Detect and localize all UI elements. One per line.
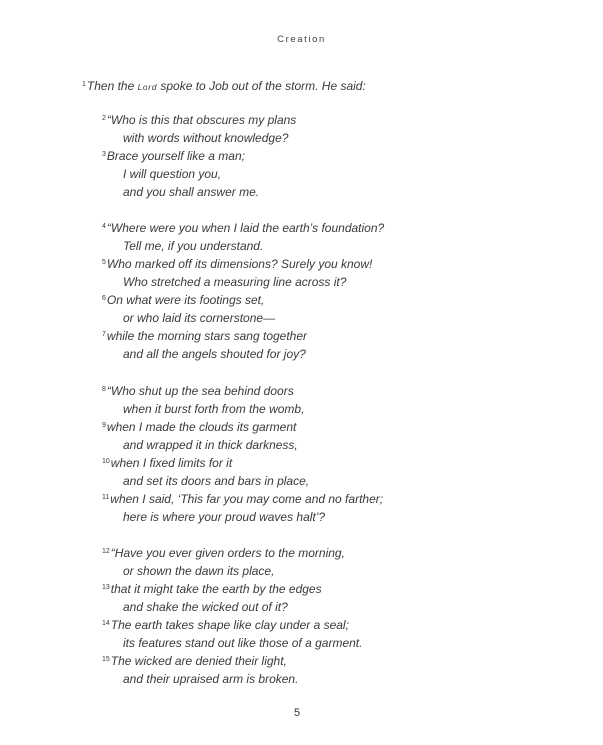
intro-text-after: spoke to Job out of the storm. He said: — [157, 79, 366, 93]
page-number: 5 — [293, 707, 301, 719]
verse-text: while the morning stars sang together — [106, 329, 308, 343]
verse-line — [102, 598, 362, 616]
verse-text: Who marked off its dimensions? Surely you know! — [106, 257, 373, 271]
verse-number: 2 — [102, 115, 106, 122]
verse-text: “Who shut up the sea behind doors — [106, 384, 294, 398]
verse-number: 12 — [102, 548, 110, 555]
verse-number: 10 — [102, 458, 110, 465]
verse-text: and shake the wicked out of it? — [123, 600, 288, 614]
verse-text: The earth takes shape like clay under a seal; — [110, 618, 349, 632]
stanza-2 — [102, 219, 384, 363]
stanza-1 — [102, 111, 296, 201]
verse-text: when it burst forth from the womb, — [123, 402, 305, 416]
verse-line — [102, 454, 383, 472]
verse-text: Who stretched a measuring line across it? — [123, 275, 347, 289]
verse-number: 13 — [102, 584, 110, 591]
verse-text: Tell me, if you understand. — [123, 239, 264, 253]
verse-line — [102, 508, 383, 526]
verse-line — [102, 562, 362, 580]
lord-small-caps: Lord — [137, 82, 158, 92]
verse-text: “Who is this that obscures my plans — [106, 113, 297, 127]
running-head: Creation — [277, 34, 326, 45]
verse-line — [102, 616, 362, 634]
verse-line — [102, 309, 384, 327]
verse-text: here is where your proud waves halt’? — [123, 510, 326, 524]
verse-text: and set its doors and bars in place, — [123, 474, 310, 488]
verse-line — [102, 327, 384, 345]
verse-number: 3 — [102, 151, 106, 158]
verse-line — [102, 382, 383, 400]
verse-text: and their upraised arm is broken. — [123, 672, 299, 686]
verse-number: 6 — [102, 295, 106, 302]
verse-line — [102, 165, 296, 183]
verse-number: 9 — [102, 422, 106, 429]
verse-text: and all the angels shouted for joy? — [123, 347, 306, 361]
stanza-3 — [102, 382, 383, 526]
verse-text: “Where were you when I laid the earth’s foundation? — [106, 221, 385, 235]
verse-number: 1 — [82, 81, 86, 88]
verse-line — [102, 670, 362, 688]
verse-line — [102, 472, 383, 490]
verse-text: when I fixed limits for it — [110, 456, 233, 470]
verse-line — [102, 634, 362, 652]
verse-text: when I said, ‘This far you may come and no farther; — [110, 492, 384, 506]
verse-text: and you shall answer me. — [123, 185, 260, 199]
verse-line — [102, 237, 384, 255]
verse-text: or who laid its cornerstone— — [123, 311, 276, 325]
verse-line — [102, 147, 296, 165]
verse-line — [102, 291, 384, 309]
verse-line — [102, 273, 384, 291]
verse-number: 4 — [102, 223, 106, 230]
verse-text: I will question you, — [123, 167, 222, 181]
verse-line — [102, 418, 383, 436]
verse-line — [102, 436, 383, 454]
verse-text: with words without knowledge? — [123, 131, 289, 145]
verse-text: The wicked are denied their light, — [110, 654, 287, 668]
verse-number: 14 — [102, 620, 110, 627]
stanza-4 — [102, 544, 362, 688]
verse-text: that it might take the earth by the edges — [110, 582, 322, 596]
verse-number: 5 — [102, 259, 106, 266]
verse-line — [102, 400, 383, 418]
verse-line — [102, 183, 296, 201]
verse-line — [102, 255, 384, 273]
verse-line — [102, 580, 362, 598]
verse-line — [102, 129, 296, 147]
intro-text-before: Then the — [86, 79, 138, 93]
verse-text: its features stand out like those of a garment. — [123, 636, 363, 650]
verse-line — [102, 490, 383, 508]
verse-line — [102, 219, 384, 237]
verse-number: 15 — [102, 656, 110, 663]
verse-line — [102, 345, 384, 363]
verse-number: 11 — [102, 494, 110, 501]
verse-text: and wrapped it in thick darkness, — [123, 438, 298, 452]
verse-text: when I made the clouds its garment — [106, 420, 297, 434]
intro-verse — [82, 79, 366, 95]
verse-text: “Have you ever given orders to the morning, — [110, 546, 345, 560]
verse-text: On what were its footings set, — [106, 293, 265, 307]
verse-text: Brace yourself like a man; — [106, 149, 245, 163]
verse-number: 7 — [102, 331, 106, 338]
verse-line — [102, 111, 296, 129]
verse-text: or shown the dawn its place, — [123, 564, 275, 578]
verse-line — [102, 544, 362, 562]
verse-number: 8 — [102, 386, 106, 393]
verse-line — [102, 652, 362, 670]
